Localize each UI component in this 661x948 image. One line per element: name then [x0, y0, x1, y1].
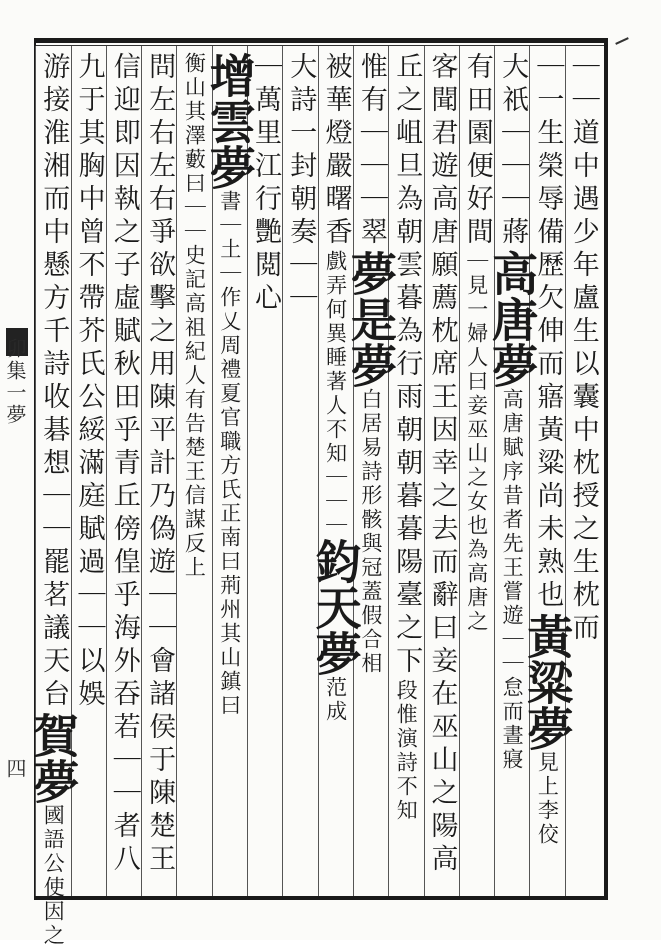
entry-headword: 賀夢 [26, 712, 81, 804]
annotation-text: 見上李佼 [535, 751, 560, 847]
body-text: 惟有｜｜｜翠 [355, 52, 387, 250]
annotation-text: ｜見一婦人曰妾巫山之女也為高唐之 [464, 250, 489, 634]
entry-headword: 增雲夢 [202, 52, 257, 190]
annotation-text: 段惟演詩不知 [394, 679, 419, 823]
frame-bottom-border [34, 896, 608, 900]
body-text: 丘之岨旦為朝雲暮為行雨朝朝暮暮陽臺之下 [391, 52, 423, 679]
body-text: ｜｜道中遇少年盧生以囊中枕授之生枕而 [567, 52, 599, 646]
body-text: ｜一生榮辱備歷欠伸而寤黃粱尚未熟也 [532, 52, 564, 613]
annotation-text: 范成 [323, 676, 348, 724]
body-text: ｜萬里江行艷閲心 [250, 52, 281, 316]
body-text: 信迎即因執之子虛賦秋田乎青丘傍偟乎海外吞若｜｜者八 [108, 52, 140, 877]
margin-leaf-number: 四 [3, 758, 27, 778]
entry-headword: 夢是夢 [343, 250, 398, 388]
body-text: 大祇｜｜｜蔣 [497, 52, 529, 250]
body-text: 九于其胸中曾不帶芥氏公綏滿庭賦過｜｜以娛 [73, 52, 105, 712]
annotation-text: 高唐賦序昔者先王嘗遊｜｜怠而晝寢 [500, 388, 525, 772]
corner-mark [615, 37, 629, 45]
annotation-text: 戲弄何異睡著人不知｜｜｜ [323, 250, 348, 538]
entry-headword: 黃粱夢 [520, 613, 575, 751]
body-text: 問左右左右爭欲擊之用陳平計乃偽遊｜｜會諸侯于陳楚王 [144, 52, 176, 877]
entry-headword: 高唐夢 [485, 250, 540, 388]
annotation-text: 國語公使因之 [41, 804, 66, 948]
annotation-text: 衡山其澤藪曰｜｜史記高祖紀人有告楚王信謀反上 [182, 52, 207, 580]
body-text: 有田園便好間 [461, 52, 493, 250]
body-text: 被華燈嚴曙香 [320, 52, 352, 250]
body-text: 客聞君遊高唐願薦枕席王因幸之去而辭曰妾在巫山之陽高 [426, 52, 458, 877]
body-text: 大詩一封朝奏｜｜ [285, 52, 317, 316]
annotation-text: 書｜土｜作乂周禮夏官職方氏正南曰荊州其山鎮曰 [217, 190, 242, 718]
entry-headword: 鈞天夢 [308, 538, 363, 676]
frame-top-inner-rule [34, 45, 606, 46]
annotation-text: 白居易詩形骸與冠蓋假合相 [358, 388, 383, 676]
margin-title: 卯集一夢 [3, 338, 27, 426]
frame-top-border [34, 38, 606, 43]
text-column [26, 52, 81, 948]
body-text: 游接淮湘而中懸方千詩收碁想｜｜罷茗議天台 [38, 52, 70, 712]
